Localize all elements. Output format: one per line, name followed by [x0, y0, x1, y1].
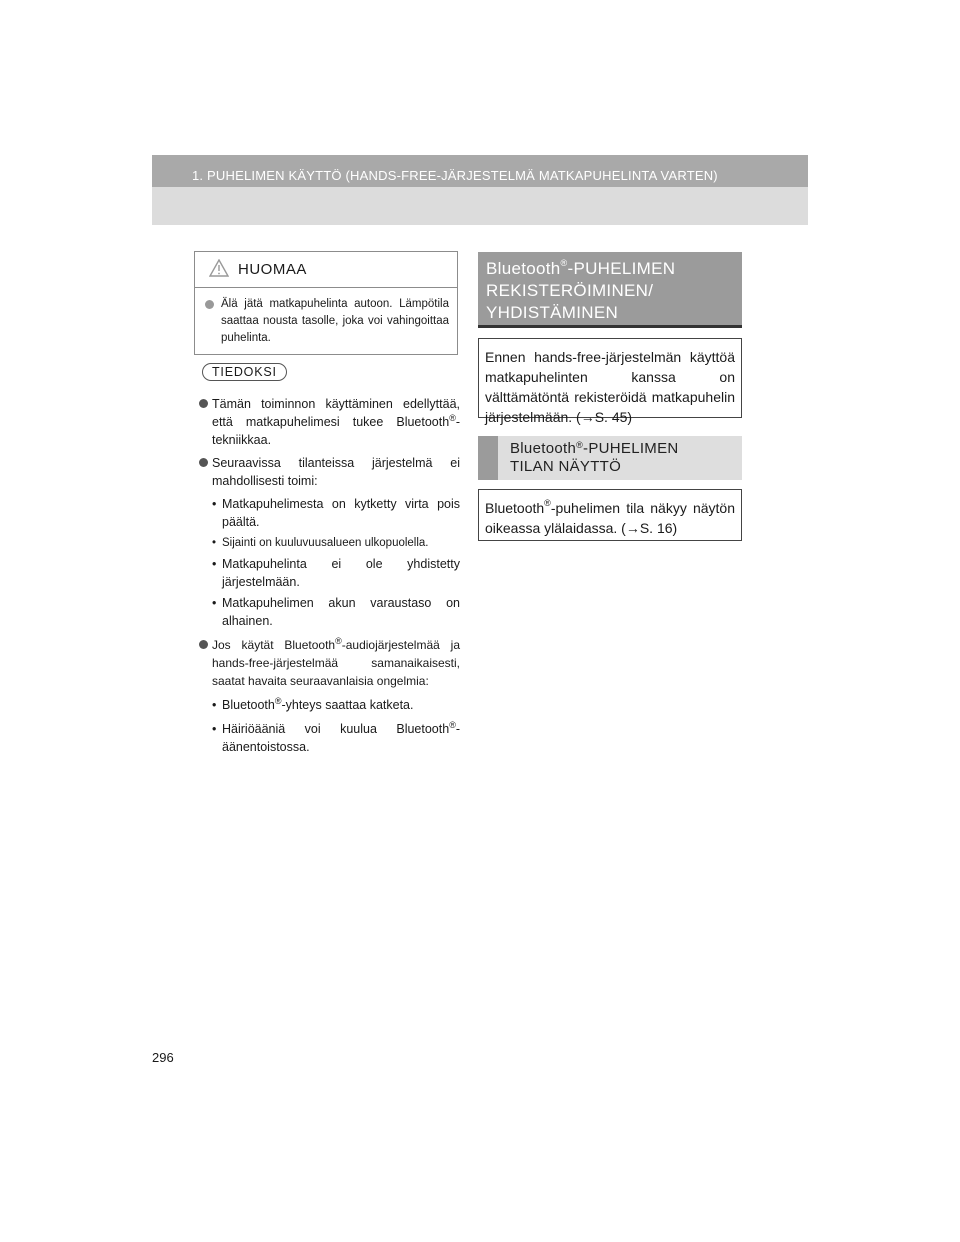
- heading-accent-bar: [478, 436, 498, 480]
- caution-box: [194, 251, 458, 355]
- caution-text: Älä jätä matkapuhelinta autoon. Lämpötila saattaa nousta tasolle, joka voi vahingoittaa puhelinta.: [221, 298, 449, 344]
- note-subitem: • Bluetooth®-yhteys saattaa katketa.: [212, 696, 414, 712]
- section-heading-registration: Bluetooth®-PUHELIMEN REKISTERÖIMINEN/ YHDISTÄMINEN: [478, 252, 742, 328]
- note-section: [194, 363, 460, 756]
- section-heading-status: [478, 436, 742, 480]
- caution-bullet-icon: [205, 300, 214, 309]
- registration-text: Ennen hands-free-järjestelmän käyttöä matkapuhelinten kanssa on välttämätöntä rekisteröidä matkapuhelin järjestelmään. (→S. 45): [485, 349, 735, 425]
- note-item: Jos käytät Bluetooth®-audiojärjestelmää ja hands-free-järjestelmää samanaikaisesti, saatat havaita seuraavanlaisia ongelmia:: [194, 636, 460, 690]
- note-subitem: • Matkapuhelimesta on kytketty virta pois päältä.: [212, 497, 460, 529]
- caution-header: [195, 252, 457, 288]
- note-item: Tämän toiminnon käyttäminen edellyttää, että matkapuhelimesi tukee Bluetooth®-tekniikkaa.: [194, 395, 460, 449]
- page-number: 296: [152, 1050, 174, 1065]
- bullet-icon: [199, 399, 208, 408]
- header-strip: [152, 155, 808, 187]
- caution-body: [195, 288, 457, 347]
- header-band: [152, 155, 808, 225]
- registration-info-box: [478, 338, 742, 425]
- note-subitem: • Matkapuhelinta ei ole yhdistetty järjestelmään.: [212, 557, 460, 589]
- note-item: Seuraavissa tilanteissa järjestelmä ei mahdollisesti toimi:: [194, 454, 460, 490]
- bullet-icon: [199, 640, 208, 649]
- note-subitem: • Häiriöääniä voi kuulua Bluetooth®-äänentoistossa.: [212, 720, 460, 754]
- note-list: [194, 395, 460, 756]
- bullet-icon: [199, 458, 208, 467]
- note-label: TIEDOKSI: [202, 363, 287, 381]
- warning-triangle-icon: [209, 259, 229, 282]
- chapter-title: 1. PUHELIMEN KÄYTTÖ (HANDS-FREE-JÄRJESTELMÄ MATKAPUHELINTA VARTEN): [192, 168, 718, 183]
- note-subitem: • Sijainti on kuuluvuusalueen ulkopuolella.: [212, 537, 429, 549]
- status-info-box: Bluetooth®-puhelimen tila näkyy näytön oikeassa ylälaidassa. (→S. 16): [478, 489, 742, 541]
- caution-title: HUOMAA: [238, 261, 307, 278]
- status-heading-title: Bluetooth®-PUHELIMEN TILAN NÄYTTÖ: [510, 440, 679, 475]
- note-subitem: • Matkapuhelimen akun varaustaso on alhainen.: [212, 596, 460, 628]
